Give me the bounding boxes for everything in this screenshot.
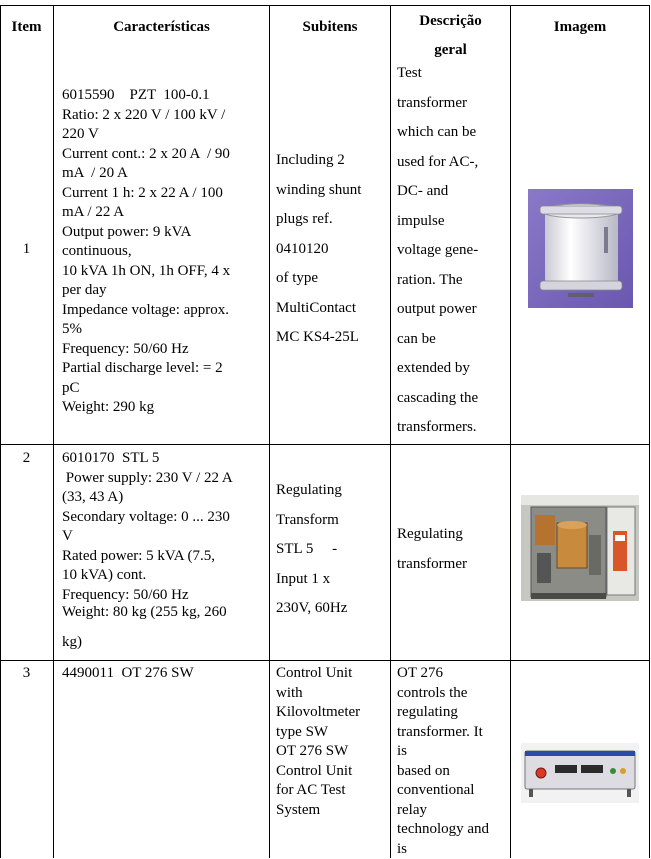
cell-line: Test bbox=[397, 59, 509, 89]
cell-line: DC- and bbox=[397, 177, 509, 207]
cell-line: conventional bbox=[397, 781, 509, 801]
cell-line: 10 kVA 1h ON, 1h OFF, 4 x bbox=[62, 262, 269, 282]
cell-line: 220 V bbox=[62, 125, 269, 145]
cell-line: voltage gene- bbox=[397, 236, 509, 266]
cell-line: System bbox=[276, 801, 390, 821]
cell-line: plugs ref. bbox=[276, 205, 390, 235]
cell-line: 10 kVA) cont. bbox=[62, 566, 269, 586]
row3-item: 3 bbox=[0, 664, 53, 684]
cell-line: Ratio: 2 x 220 V / 100 kV / bbox=[62, 106, 269, 126]
cell-line: used for AC-, bbox=[397, 148, 509, 178]
row1-descricao bbox=[397, 59, 509, 443]
row3-caracteristicas bbox=[62, 664, 269, 684]
cell-line: is bbox=[397, 840, 509, 859]
column-divider bbox=[0, 5, 1, 858]
cell-line: relay bbox=[397, 801, 509, 821]
row2-item: 2 bbox=[0, 449, 53, 469]
cell-line: Control Unit bbox=[276, 664, 390, 684]
cell-line: transformer. It bbox=[397, 723, 509, 743]
cell-line: MC KS4-25L bbox=[276, 323, 390, 353]
header-descricao-line: Descrição bbox=[391, 7, 510, 36]
cell-line: Control Unit bbox=[276, 762, 390, 782]
cell-line: 230V, 60Hz bbox=[276, 594, 390, 624]
cell-line: Including 2 bbox=[276, 146, 390, 176]
cell-line: Kilovoltmeter bbox=[276, 703, 390, 723]
cell-line: Current cont.: 2 x 20 A / 90 bbox=[62, 145, 269, 165]
cell-line: controls the bbox=[397, 684, 509, 704]
cell-line: MultiContact bbox=[276, 294, 390, 324]
header-descricao bbox=[391, 7, 510, 65]
cell-line: Power supply: 230 V / 22 A bbox=[62, 469, 269, 489]
cell-line: Input 1 x bbox=[276, 565, 390, 595]
header-subitens: Subitens bbox=[270, 19, 390, 36]
row1-caracteristicas bbox=[62, 86, 269, 418]
row2-subitens bbox=[276, 476, 390, 624]
cell-line: 4490011 OT 276 SW bbox=[62, 664, 269, 684]
cell-line: Transform bbox=[276, 506, 390, 536]
cell-line: continuous, bbox=[62, 242, 269, 262]
cell-line: impulse bbox=[397, 207, 509, 237]
cell-line: cascading the bbox=[397, 384, 509, 414]
cell-line: for AC Test bbox=[276, 781, 390, 801]
cell-line: based on bbox=[397, 762, 509, 782]
cell-line: Secondary voltage: 0 ... 230 bbox=[62, 508, 269, 528]
cell-line: Output power: 9 kVA bbox=[62, 223, 269, 243]
cell-line: Partial discharge level: = 2 bbox=[62, 359, 269, 379]
cell-line: mA / 22 A bbox=[62, 203, 269, 223]
cell-line: transformers. bbox=[397, 413, 509, 443]
cell-line: 6010170 STL 5 bbox=[62, 449, 269, 469]
cell-line: type SW bbox=[276, 723, 390, 743]
table-border-top bbox=[0, 5, 650, 6]
row2-descricao bbox=[397, 520, 509, 579]
row3-subitens bbox=[276, 664, 390, 820]
column-divider bbox=[510, 5, 511, 858]
header-imagem: Imagem bbox=[511, 19, 649, 36]
row3-descricao bbox=[397, 664, 509, 859]
cell-line: extended by bbox=[397, 354, 509, 384]
cell-line: Rated power: 5 kVA (7.5, bbox=[62, 547, 269, 567]
header-caracteristicas: Características bbox=[54, 19, 269, 36]
cell-line: Weight: 290 kg bbox=[62, 398, 269, 418]
cell-line: (33, 43 A) bbox=[62, 488, 269, 508]
cell-line: pC bbox=[62, 379, 269, 399]
cell-line: ration. The bbox=[397, 266, 509, 296]
cell-line: per day bbox=[62, 281, 269, 301]
cell-line: 6015590 PZT 100-0.1 bbox=[62, 86, 269, 106]
header-descricao-line: geral bbox=[391, 36, 510, 65]
cell-line: Regulating bbox=[276, 476, 390, 506]
cell-line: transformer bbox=[397, 89, 509, 119]
table-border-right bbox=[649, 5, 650, 858]
cell-line: transformer bbox=[397, 550, 509, 580]
cell-line: 5% bbox=[62, 320, 269, 340]
cell-line: which can be bbox=[397, 118, 509, 148]
cell-line: 0410120 bbox=[276, 235, 390, 265]
row2-caracteristicas bbox=[62, 449, 269, 605]
cell-line: kg) bbox=[62, 628, 269, 658]
cell-line: winding shunt bbox=[276, 176, 390, 206]
cell-line: OT 276 bbox=[397, 664, 509, 684]
cell-line: Current 1 h: 2 x 22 A / 100 bbox=[62, 184, 269, 204]
column-divider bbox=[390, 5, 391, 858]
row2-caracteristicas-weight bbox=[62, 598, 269, 657]
cell-line: Impedance voltage: approx. bbox=[62, 301, 269, 321]
cell-line: is bbox=[397, 742, 509, 762]
cell-line: OT 276 SW bbox=[276, 742, 390, 762]
cell-line: mA / 20 A bbox=[62, 164, 269, 184]
cell-line: STL 5 - bbox=[276, 535, 390, 565]
test-transformer-image bbox=[528, 189, 633, 308]
cell-line: Regulating bbox=[397, 520, 509, 550]
row1-item: 1 bbox=[0, 240, 53, 260]
row-divider bbox=[0, 660, 650, 661]
cell-line: Frequency: 50/60 Hz bbox=[62, 340, 269, 360]
cell-line: Weight: 80 kg (255 kg, 260 bbox=[62, 598, 269, 628]
control-unit-image bbox=[521, 743, 639, 803]
cell-line: Frequency: 50/60 Hz bbox=[62, 586, 269, 606]
column-divider bbox=[269, 5, 270, 858]
row-divider bbox=[0, 444, 650, 445]
cell-line: can be bbox=[397, 325, 509, 355]
cell-line: V bbox=[62, 527, 269, 547]
cell-line: output power bbox=[397, 295, 509, 325]
regulating-transformer-image bbox=[521, 495, 639, 601]
cell-line: regulating bbox=[397, 703, 509, 723]
column-divider bbox=[53, 5, 54, 858]
cell-line: technology and bbox=[397, 820, 509, 840]
row1-subitens bbox=[276, 146, 390, 353]
header-item: Item bbox=[0, 19, 53, 36]
cell-line: with bbox=[276, 684, 390, 704]
cell-line: of type bbox=[276, 264, 390, 294]
